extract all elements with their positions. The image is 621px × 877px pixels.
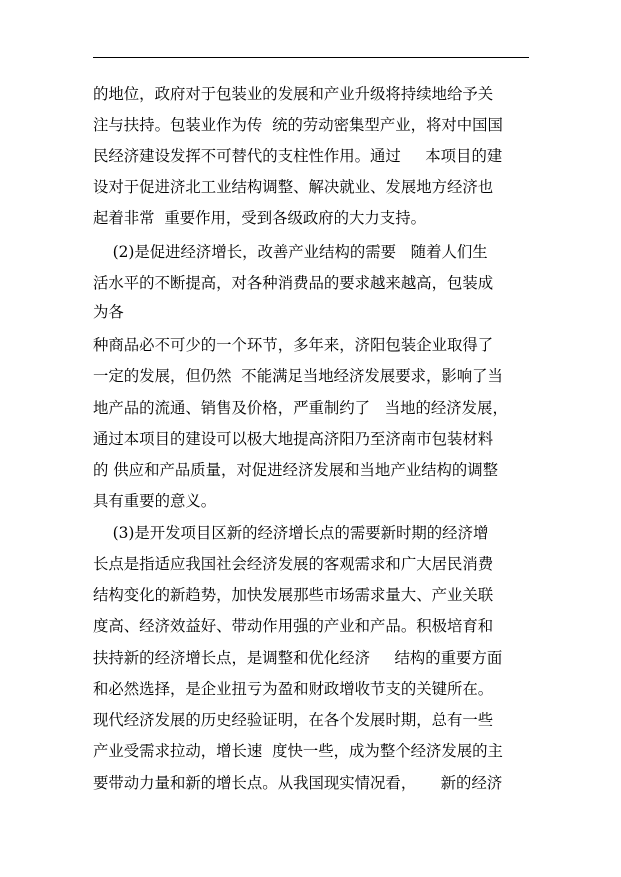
text-line: 一定的发展，但仍然 不能满足当地经济发展要求，影响了当: [93, 367, 503, 385]
text-line: 为各: [93, 303, 124, 321]
text-line: 民经济建设发挥不可替代的支柱性作用。通过 本项目的建: [93, 147, 503, 165]
text-line: 具有重要的意义。: [93, 492, 217, 510]
text-line: 和必然选择，是企业扭亏为盈和财政增收节支的关键所在。: [93, 680, 494, 698]
text-line: 通过本项目的建设可以极大地提高济阳乃至济南市包装材料: [93, 430, 494, 448]
text-line: 长点是指适应我国社会经济发展的客观需求和广大居民消费: [93, 555, 494, 573]
text-line: 设对于促进济北工业结构调整、解决就业、发展地方经济也: [93, 178, 494, 196]
text-line: 的 供应和产品质量，对促进经济发展和当地产业结构的调整: [93, 461, 499, 479]
text-line: 起着非常 重要作用，受到各级政府的大力支持。: [93, 209, 426, 227]
text-line: 扶持新的经济增长点，是调整和优化经济 结构的重要方面: [93, 649, 503, 667]
text-line: 度高、经济效益好、带动作用强的产业和产品。积极培育和: [93, 617, 494, 635]
text-line: 活水平的不断提高，对各种消费品的要求越来越高，包装成: [93, 274, 494, 292]
text-line: 注与扶持。包装业作为传 统的劳动密集型产业，将对中国国: [93, 116, 503, 134]
text-line: 种商品必不可少的一个环节，多年来，济阳包装企业取得了: [93, 336, 494, 354]
text-line: 结构变化的新趋势，加快发展那些市场需求量大、产业关联: [93, 586, 494, 604]
text-line: 要带动力量和新的增长点。从我国现实情况看， 新的经济: [93, 774, 503, 792]
header-rule: [93, 57, 529, 58]
text-line: (3)是开发项目区新的经济增长点的需要新时期的经济增: [93, 524, 489, 542]
text-line: 地产品的流通、销售及价格，严重制约了 当地的经济发展，: [93, 399, 508, 417]
text-line: 的地位，政府对于包装业的发展和产业升级将持续地给予关: [93, 85, 494, 103]
text-line: (2)是促进经济增长，改善产业结构的需要 随着人们生: [93, 243, 488, 261]
text-line: 产业受需求拉动，增长速 度快一些，成为整个经济发展的主: [93, 742, 503, 760]
text-line: 现代经济发展的历史经验证明，在各个发展时期，总有一些: [93, 711, 494, 729]
